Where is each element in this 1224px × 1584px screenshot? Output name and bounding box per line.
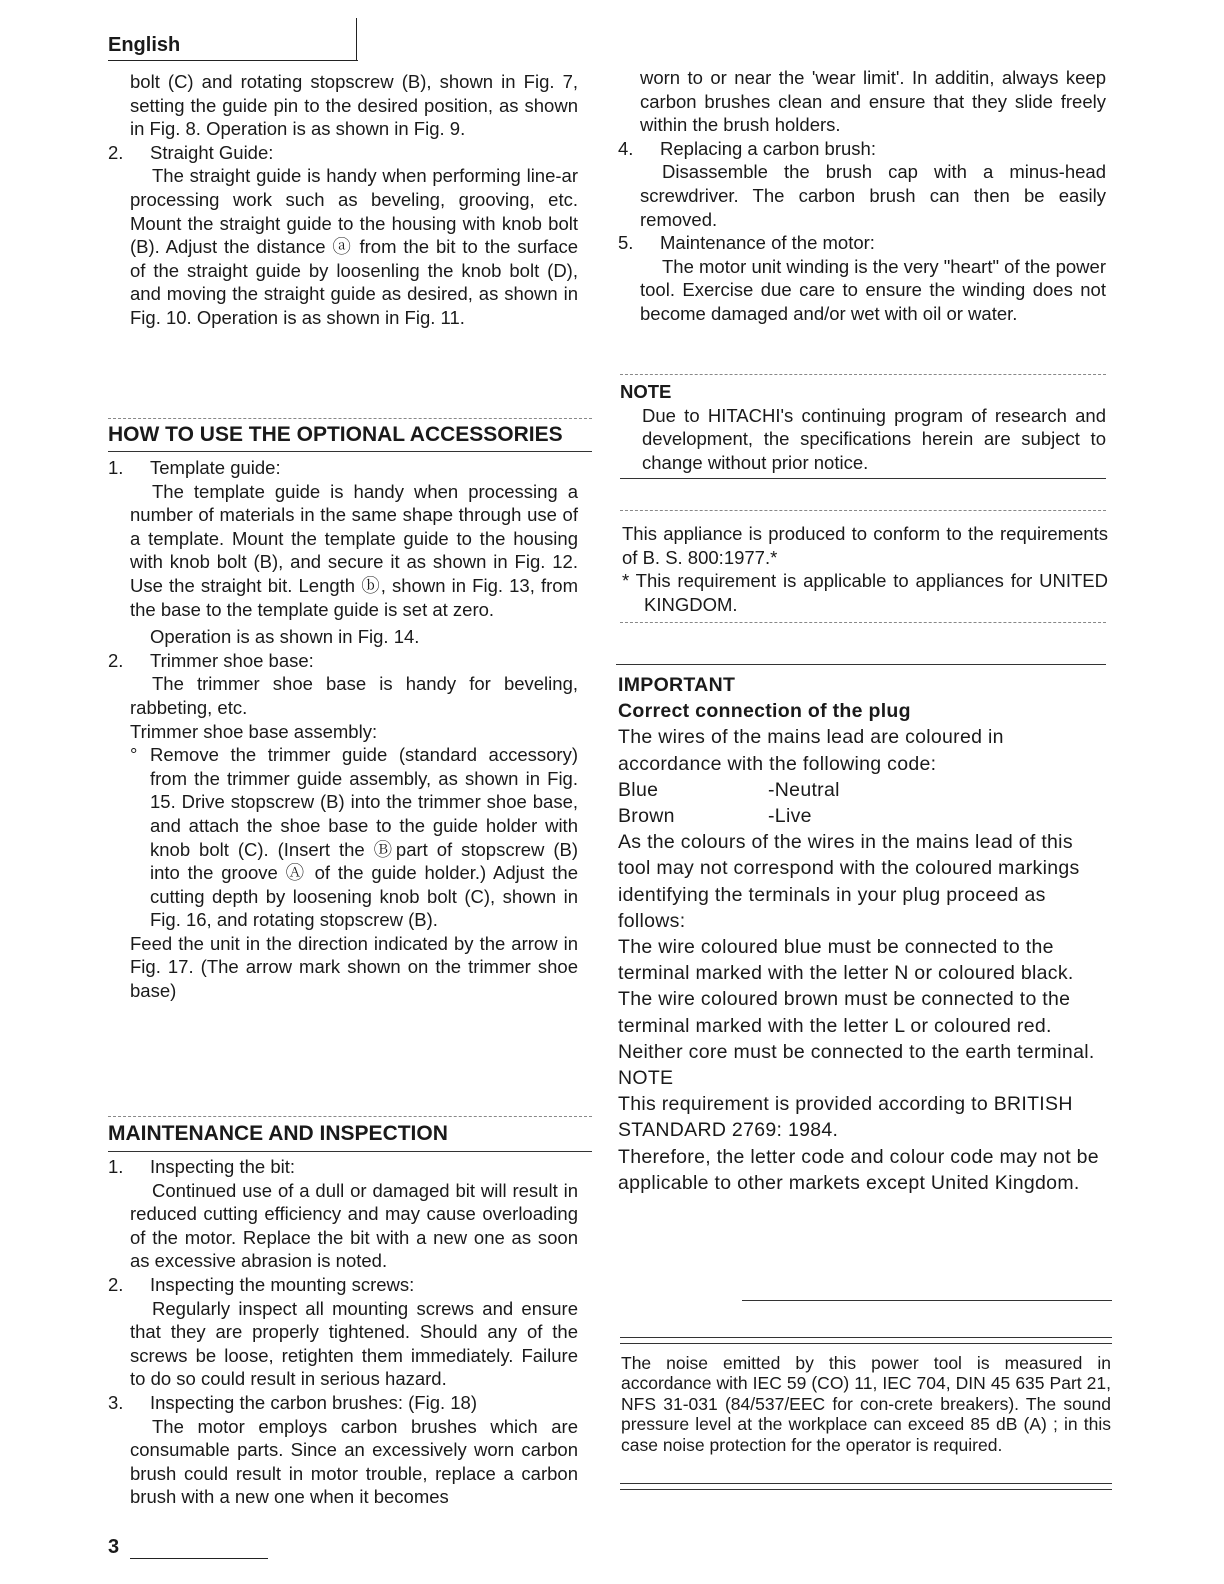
bullet-text: Remove the trimmer guide (standard accessory) from the trimmer guide assembly, as shown in Fig. 15. Drive stopscrew (B) into the trimmer shoe base, and attach the shoe base to the guide holder with knob bolt (C). (Insert the Ⓑpart of stopscrew (B) into the groove Ⓐ of the guide holder.) Adjust the cutting depth by loosening knob bolt (C), shown in Fig. 16, and rotating stopscrew (B). [150,744,578,931]
noise-rule-top-1 [620,1337,1112,1338]
note-rule-bottom [620,478,1106,479]
important-subtitle: Correct connection of the plug [618,700,911,723]
inspect-screws-text: Regularly inspect all mounting screws and ensure that they are properly tightened. Should any of the screws be loose, retighten them immediately. Failure to do so could result in serious hazard. [130,1297,578,1390]
template-guide-item [108,456,578,480]
page-number: 3 [108,1536,120,1558]
section-rule-top [108,418,592,419]
item-title: Template guide: [150,457,281,478]
important-p7: Therefore, the letter code and colour code may not be applicable to other markets except United Kingdom. [618,1145,1099,1194]
item-number: 4. [618,137,634,159]
item-title: Inspecting the carbon brushes: (Fig. 18) [150,1391,478,1413]
inspect-brushes-item [108,1391,578,1415]
noise-rule-bottom-1 [620,1483,1112,1484]
item-title: Straight Guide: [150,141,274,163]
section-rule-bottom [108,451,592,452]
item-title: Maintenance of the motor: [660,232,875,254]
left-top-block [108,70,578,330]
accessories-body [108,456,578,1003]
accessories-section [108,422,592,448]
important-note: NOTE [618,1067,674,1090]
inspect-brushes-text: The motor employs carbon brushes which are consumable parts. Since an excessively worn carbon brush could result in motor trouble, replace a carbon brush with a new one when it becomes [130,1415,578,1508]
noise-rule-bottom-2 [620,1489,1112,1490]
important-p2: As the colours of the wires in the mains lead of this tool may not correspond with the coloured markings identifying the terminals in your plug proceed as follows: [618,831,1080,932]
bullet-mark: ° [130,744,138,766]
item-title: Inspecting the mounting screws: [150,1273,415,1295]
item-number: 2. [108,141,124,163]
bs-text: This appliance is produced to conform to the requirements of B. S. 800:1977.* [622,523,1108,568]
important-p1: The wires of the mains lead are coloured in accordance with the following code: [618,726,1004,775]
maintenance-section [108,1121,592,1147]
note-box [620,380,1106,474]
intro-paragraph: bolt (C) and rotating stopscrew (B), shown in Fig. 7, setting the guide pin to the desired position, as shown in Fig. 8. Operation is as shown in Fig. 9. [130,71,578,140]
noise-box [621,1353,1111,1455]
item-number: 2. [108,649,124,671]
code-label: Blue [618,778,659,801]
important-p4: The wire coloured brown must be connected to the terminal marked with the letter L or coloured red. [618,988,1071,1037]
replace-brush-item [618,137,1106,161]
item-number: 5. [618,232,634,254]
trimmer-shoe-assembly: Trimmer shoe base assembly: [130,720,378,742]
important-p3: The wire coloured blue must be connected to the terminal marked with the letter N or coloured black. [618,936,1074,985]
item-number: 1. [108,1156,124,1177]
note-text: Due to HITACHI's continuing program of research and development, the specifications herein are subject to change without prior notice. [642,404,1106,473]
important-p5: Neither core must be connected to the earth terminal. [618,1040,1095,1063]
note-rule-top [620,374,1106,375]
brown-code [618,803,1108,829]
trimmer-shoe-item [108,649,578,673]
motor-maintenance-item [618,231,1106,255]
language-label: English [108,34,181,56]
inspect-bit-text: Continued use of a dull or damaged bit will result in reduced cutting efficiency and may cause overloading of the motor. Replace the bit with a new one as soon as excessive abrasion is noted. [130,1179,578,1272]
noise-text: The noise emitted by this power tool is measured in accordance with IEC 59 (CO) 11, IEC 704, DIN 45 635 Part 21, NFS 31-031 (84/537/EEC for con-crete breakers). The sound pressure level at the workplace can exceed 85 dB (A) ; in this case noise protection for the operator is required. [621,1353,1111,1455]
maintenance-body [108,1155,578,1509]
right-top-block [618,66,1106,326]
important-p6: This requirement is provided according to BRITISH STANDARD 2769: 1984. [618,1093,1073,1142]
code-value: -Neutral [768,778,840,801]
bs-box [622,522,1108,616]
code-label: Brown [618,805,675,828]
blue-code [618,777,1108,803]
item-title: Replacing a carbon brush: [660,137,876,159]
brushes-continued: worn to or near the 'wear limit'. In additin, always keep carbon brushes clean and ensure that they slide freely within the brush holders. [640,67,1106,136]
template-guide-text: The template guide is handy when processing a number of materials in the same shape through use of a template. Mount the template guide to the housing with knob bolt (B), and secure it as shown in Fig. 12. Use the straight bit. Length ⓑ, shown in Fig. 13, from the base to the template guide is set at zero. [130,480,578,620]
section-rule-bottom [108,1151,592,1152]
straight-guide-item [108,141,578,165]
inspect-screws-item [108,1273,578,1297]
item-number: 1. [108,457,124,478]
replace-brush-text: Disassemble the brush cap with a minus-head screwdriver. The carbon brush can then be easily removed. [640,161,1106,230]
accessories-heading: HOW TO USE THE OPTIONAL ACCESSORIES [108,423,563,446]
inspect-bit-item [108,1155,578,1179]
item-title: Trimmer shoe base: [150,649,314,671]
important-rule-bottom [742,1300,1112,1301]
noise-rule-top-2 [620,1343,1112,1344]
footer-rule [130,1558,268,1559]
bs-footnote: * This requirement is applicable to appliances for UNITED KINGDOM. [622,570,1108,615]
bs-rule-bottom [620,622,1106,623]
item-title: Inspecting the bit: [150,1156,296,1177]
item-number: 3. [108,1391,124,1413]
code-value: -Live [768,805,812,828]
template-guide-operation: Operation is as shown in Fig. 14. [150,626,420,648]
item-number: 2. [108,1273,124,1295]
important-rule-top [616,664,1106,665]
important-title: IMPORTANT [618,674,736,696]
straight-guide-text: The straight guide is handy when performing line-ar processing work such as beveling, grooving, etc. Mount the straight guide to the housing with knob bolt (B). Adjust the distance ⓐ from the bit to the surface of the straight guide by loosenling the knob bolt (D), and moving the straight guide as desired, as shown in Fig. 10. Operation is as shown in Fig. 11. [130,165,578,328]
section-rule-top [108,1116,592,1117]
motor-maintenance-text: The motor unit winding is the very "heart" of the power tool. Exercise due care to ensure the winding does not become damaged and/or wet with oil or water. [640,255,1106,324]
bs-rule-top [620,510,1106,511]
important-box [618,672,1108,1196]
header-rule [108,60,358,61]
trimmer-shoe-feed: Feed the unit in the direction indicated by the arrow in Fig. 17. (The arrow mark shown on the trimmer shoe base) [130,932,578,1002]
trimmer-shoe-bullet [108,743,578,932]
note-title: NOTE [620,381,672,402]
header-tick [356,18,357,61]
maintenance-heading: MAINTENANCE AND INSPECTION [108,1122,448,1145]
trimmer-shoe-text: The trimmer shoe base is handy for beveling, rabbeting, etc. [130,673,578,718]
